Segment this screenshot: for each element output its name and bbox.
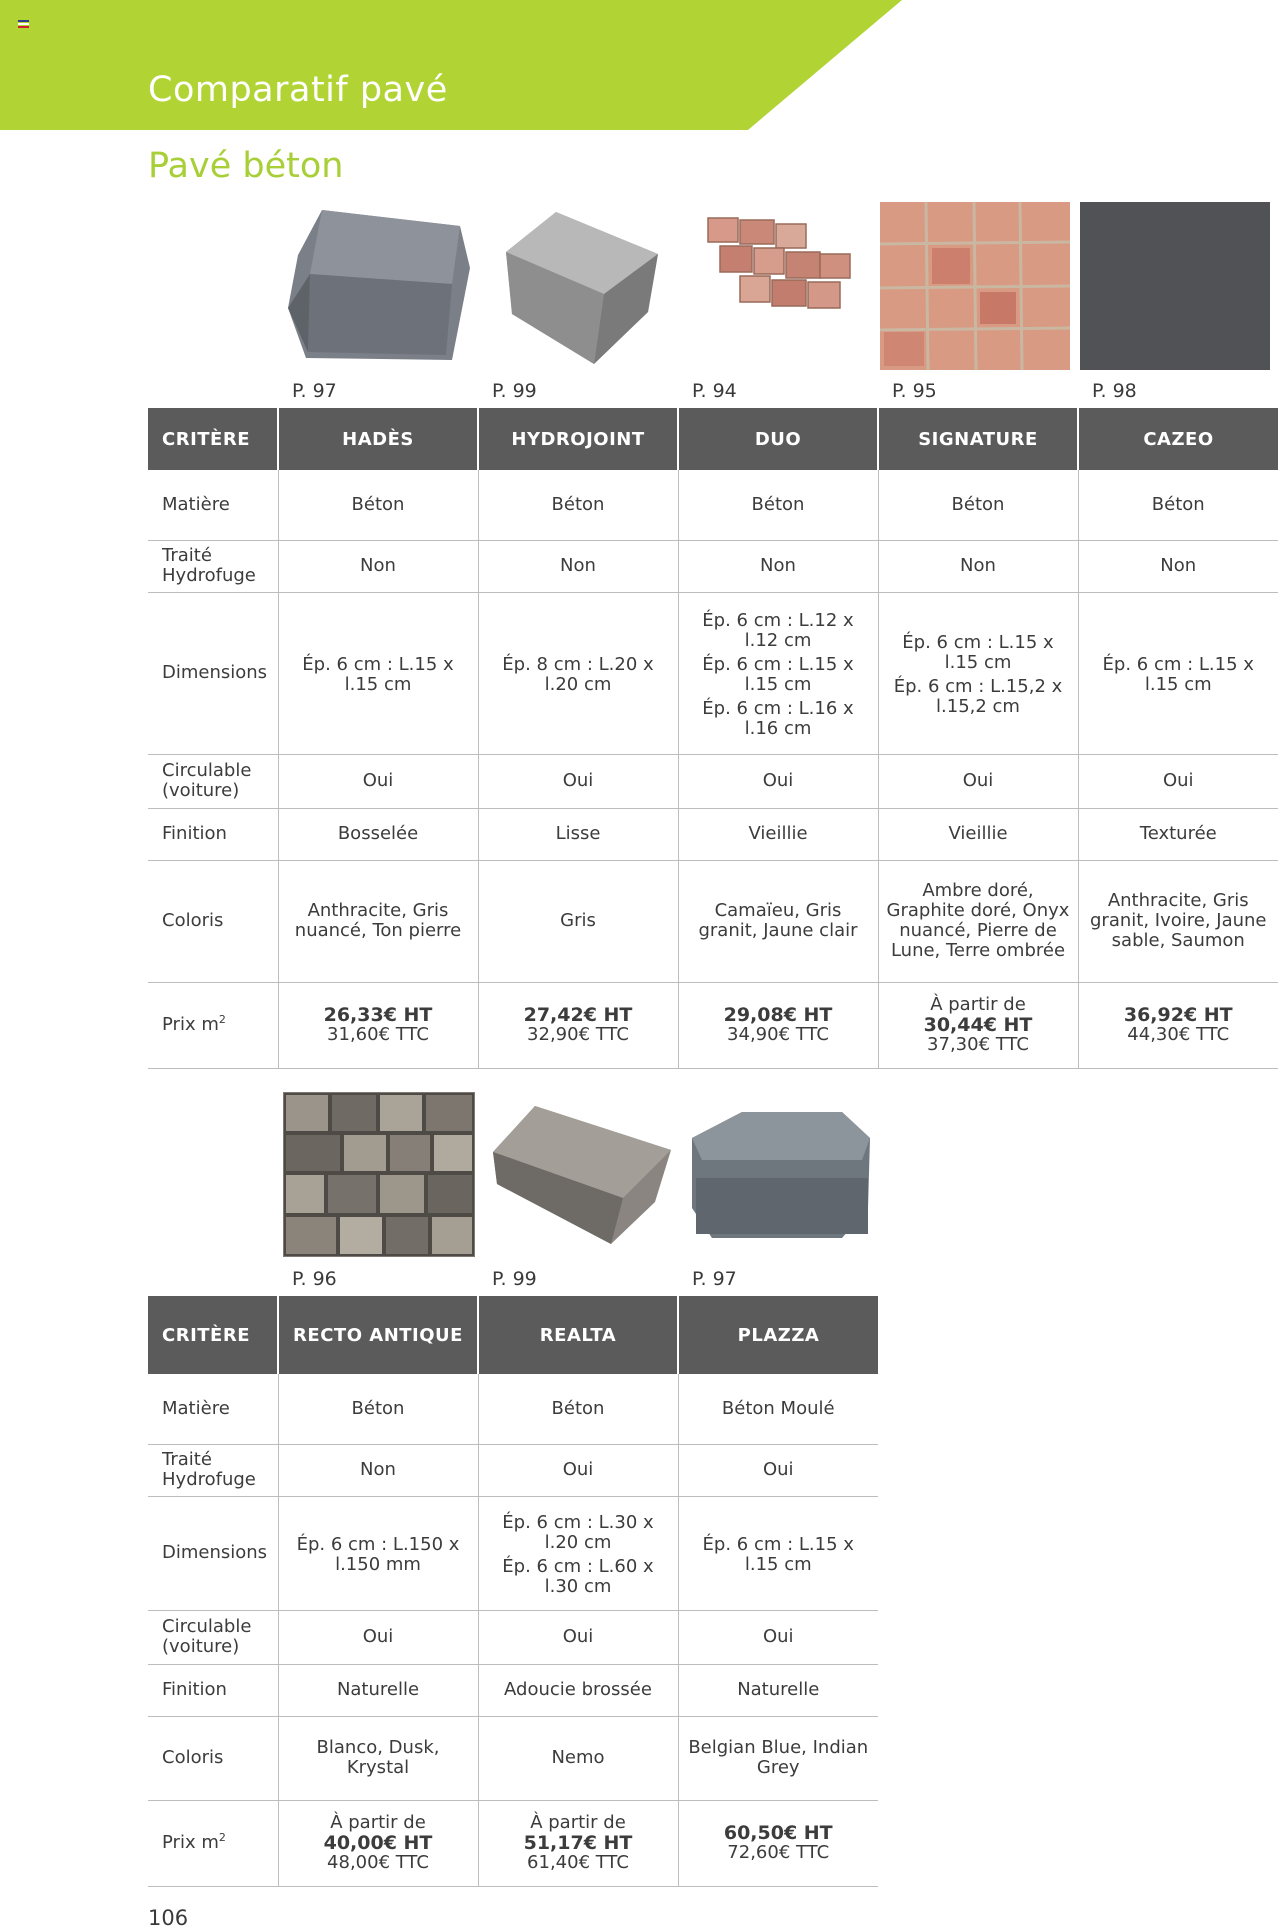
header-product: SIGNATURE: [878, 408, 1078, 470]
row-label: Traité Hydrofuge: [148, 540, 278, 592]
cell: Anthracite, Gris nuancé, Ton pierre: [278, 860, 478, 982]
row-label: [148, 982, 278, 1068]
table-row: [148, 808, 1278, 860]
table-row: [148, 754, 1278, 808]
cell: [478, 982, 678, 1068]
table-row: [148, 1716, 878, 1800]
cell: [478, 592, 678, 754]
cell: [278, 592, 478, 754]
price-prefix: À partir de: [530, 1812, 626, 1833]
dimension-text: Ép. 6 cm : L.15 x l.15 cm: [902, 632, 1054, 673]
cell: Béton: [1078, 470, 1278, 540]
price-ttc: 37,30€ TTC: [927, 1034, 1029, 1055]
dimension-text: Ép. 6 cm : L.15 x l.15 cm: [1102, 654, 1254, 695]
product-image-hades: [280, 200, 480, 370]
cell: [878, 592, 1078, 754]
cell: Blanco, Dusk, Krystal: [278, 1716, 478, 1800]
cell: Naturelle: [278, 1664, 478, 1716]
cell: Oui: [678, 754, 878, 808]
header-product: REALTA: [478, 1296, 678, 1374]
prix-label: Prix m: [162, 1014, 219, 1035]
row-label: Finition: [148, 1664, 278, 1716]
header-product: RECTO ANTIQUE: [278, 1296, 478, 1374]
table-row: [148, 540, 1278, 592]
cell: Camaïeu, Gris granit, Jaune clair: [678, 860, 878, 982]
cell: Non: [1078, 540, 1278, 592]
cell: Oui: [678, 1610, 878, 1664]
cell: [278, 1496, 478, 1610]
header-critere: CRITÈRE: [148, 1296, 278, 1374]
cell: [278, 982, 478, 1068]
header-product: DUO: [678, 408, 878, 470]
price-prefix: À partir de: [330, 1812, 426, 1833]
row-label: Dimensions: [148, 1496, 278, 1610]
dimension-text: Ép. 6 cm : L.15 x l.15 cm: [702, 654, 854, 695]
product-image-recto-antique: [283, 1092, 475, 1257]
row-label: Circulable (voiture): [148, 754, 278, 808]
page-ref: P. 97: [692, 1268, 737, 1290]
cell: Nemo: [478, 1716, 678, 1800]
row-label: Finition: [148, 808, 278, 860]
dimension-text: Ép. 6 cm : L.15 x l.15 cm: [302, 654, 454, 695]
page-ref: P. 97: [292, 380, 337, 402]
dimension-text: Ép. 6 cm : L.16 x l.16 cm: [702, 698, 854, 739]
price-ttc: 34,90€ TTC: [727, 1024, 829, 1045]
comparison-table-1: [148, 408, 1278, 1069]
page-ref: P. 95: [892, 380, 937, 402]
row-label: Dimensions: [148, 592, 278, 754]
product-image-plazza: [682, 1108, 874, 1244]
header-critere: CRITÈRE: [148, 408, 278, 470]
page-title: Comparatif pavé: [148, 70, 448, 110]
cell: Adoucie brossée: [478, 1664, 678, 1716]
price-ht: 36,92€ HT: [1123, 1004, 1233, 1026]
cell: Oui: [478, 1610, 678, 1664]
dimension-text: Ép. 6 cm : L.150 x l.150 mm: [296, 1534, 460, 1575]
cell: Oui: [478, 1444, 678, 1496]
dimension-text: Ép. 6 cm : L.15,2 x l.15,2 cm: [893, 676, 1063, 717]
table-header-row: [148, 1296, 878, 1374]
price-ttc: 48,00€ TTC: [327, 1852, 429, 1873]
cell: Vieillie: [878, 808, 1078, 860]
dimension-text: Ép. 6 cm : L.12 x l.12 cm: [702, 610, 854, 651]
price-ttc: 31,60€ TTC: [327, 1024, 429, 1045]
comparison-table-2: [148, 1296, 878, 1887]
prix-label-sup: 2: [218, 1013, 226, 1026]
cell: Oui: [878, 754, 1078, 808]
prix-label-sup: 2: [218, 1831, 226, 1844]
cell: Béton: [278, 470, 478, 540]
page-ref: P. 98: [1092, 380, 1137, 402]
cell: Non: [278, 1444, 478, 1496]
page-ref: P. 99: [492, 380, 537, 402]
row-label: Matière: [148, 470, 278, 540]
row-label: Traité Hydrofuge: [148, 1444, 278, 1496]
cell: Ambre doré, Graphite doré, Onyx nuancé, Pierre de Lune, Terre ombrée: [878, 860, 1078, 982]
price-ttc: 61,40€ TTC: [527, 1852, 629, 1873]
table-row: [148, 860, 1278, 982]
header-banner: [0, 0, 1280, 132]
product-image-hydrojoint: [498, 202, 668, 370]
cell: Béton: [478, 1374, 678, 1444]
cell: Béton: [478, 470, 678, 540]
dimension-text: Ép. 6 cm : L.15 x l.15 cm: [702, 1534, 854, 1575]
row-label: [148, 1800, 278, 1886]
table-row: [148, 1800, 878, 1886]
page-ref: P. 96: [292, 1268, 337, 1290]
price-ht: 27,42€ HT: [523, 1004, 633, 1026]
cell: Gris: [478, 860, 678, 982]
price-ttc: 32,90€ TTC: [527, 1024, 629, 1045]
table-row: [148, 1664, 878, 1716]
product-image-cazeo: [1080, 202, 1270, 370]
cell: [678, 1496, 878, 1610]
cell: Oui: [1078, 754, 1278, 808]
header-product: PLAZZA: [678, 1296, 878, 1374]
cell: Non: [278, 540, 478, 592]
cell: Oui: [678, 1444, 878, 1496]
table-header-row: [148, 408, 1278, 470]
row-label: Coloris: [148, 860, 278, 982]
cell: [1078, 592, 1278, 754]
cell: Texturée: [1078, 808, 1278, 860]
cell: [1078, 982, 1278, 1068]
cell: Belgian Blue, Indian Grey: [678, 1716, 878, 1800]
table-row: [148, 592, 1278, 754]
cell: [278, 1800, 478, 1886]
dimension-text: Ép. 6 cm : L.60 x l.30 cm: [502, 1556, 654, 1597]
dimension-text: Ép. 8 cm : L.20 x l.20 cm: [502, 654, 654, 695]
price-ht: 30,44€ HT: [923, 1014, 1033, 1036]
cell: Béton: [678, 470, 878, 540]
page-ref: P. 94: [692, 380, 737, 402]
price-ttc: 72,60€ TTC: [727, 1842, 830, 1863]
table-row: [148, 1374, 878, 1444]
banner-shape: [0, 0, 1280, 132]
cell: [478, 1800, 678, 1886]
cell: Bosselée: [278, 808, 478, 860]
cell: [478, 1496, 678, 1610]
header-product: HADÈS: [278, 408, 478, 470]
header-product: HYDROJOINT: [478, 408, 678, 470]
cell: Non: [878, 540, 1078, 592]
price-prefix: À partir de: [930, 994, 1026, 1015]
cell: Vieillie: [678, 808, 878, 860]
table-row: [148, 1496, 878, 1610]
page-number: 106: [148, 1906, 189, 1930]
cell: Oui: [478, 754, 678, 808]
price-ht: 29,08€ HT: [723, 1004, 833, 1026]
price-ttc: 44,30€ TTC: [1127, 1024, 1230, 1045]
table-row: [148, 982, 1278, 1068]
cell: [678, 1800, 878, 1886]
cell: Oui: [278, 754, 478, 808]
price-ht: 40,00€ HT: [323, 1832, 433, 1854]
row-label: Circulable (voiture): [148, 1610, 278, 1664]
table-row: [148, 1444, 878, 1496]
cell: Lisse: [478, 808, 678, 860]
cell: Anthracite, Gris granit, Ivoire, Jaune sable, Saumon: [1078, 860, 1278, 982]
flag-icon: [18, 20, 29, 27]
cell: Naturelle: [678, 1664, 878, 1716]
cell: [878, 982, 1078, 1068]
table-row: [148, 470, 1278, 540]
product-image-signature: [880, 202, 1070, 370]
price-ht: 60,50€ HT: [723, 1822, 833, 1844]
row-label: Matière: [148, 1374, 278, 1444]
row-label: Coloris: [148, 1716, 278, 1800]
cell: [678, 592, 878, 754]
price-ht: 51,17€ HT: [523, 1832, 633, 1854]
dimension-text: Ép. 6 cm : L.30 x l.20 cm: [502, 1512, 654, 1553]
cell: Non: [678, 540, 878, 592]
page-ref: P. 99: [492, 1268, 537, 1290]
price-ht: 26,33€ HT: [323, 1004, 433, 1026]
cell: [678, 982, 878, 1068]
table-row: [148, 1610, 878, 1664]
cell: Béton: [278, 1374, 478, 1444]
cell: Béton: [878, 470, 1078, 540]
cell: Non: [478, 540, 678, 592]
prix-label: Prix m: [162, 1832, 219, 1853]
product-image-realta: [485, 1098, 675, 1250]
header-product: CAZEO: [1078, 408, 1278, 470]
product-image-duo: [700, 210, 870, 328]
cell: Oui: [278, 1610, 478, 1664]
cell: Béton Moulé: [678, 1374, 878, 1444]
section-title: Pavé béton: [148, 146, 344, 186]
